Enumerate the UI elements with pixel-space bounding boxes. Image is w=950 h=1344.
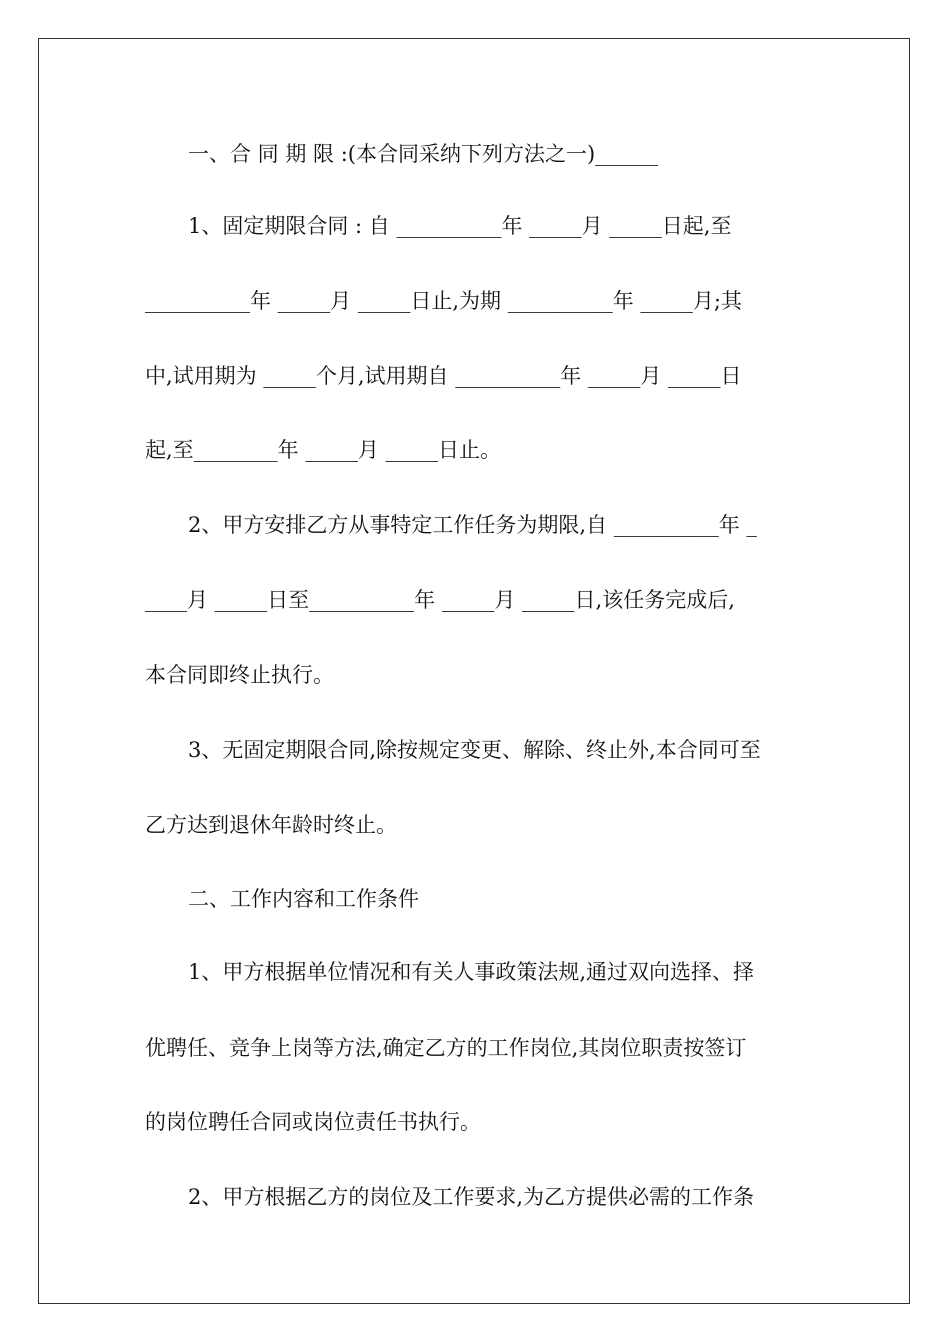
- paragraph-line: 2、甲方根据乙方的岗位及工作要求,为乙方提供必需的工作条: [188, 1185, 755, 1209]
- paragraph-line: 本合同即终止执行。: [145, 663, 334, 687]
- paragraph-line: 1、甲方根据单位情况和有关人事政策法规,通过双向选择、择: [188, 960, 755, 984]
- paragraph-line: 2、甲方安排乙方从事特定工作任务为期限,自 __________年 _: [188, 513, 757, 537]
- section-heading-work-content: 二、工作内容和工作条件: [188, 887, 419, 911]
- paragraph-line: 1、固定期限合同 : 自 __________年 _____月 _____日起,至: [188, 214, 732, 238]
- paragraph-line: 的岗位聘任合同或岗位责任书执行。: [145, 1110, 481, 1134]
- section-heading-contract-term: 一、合 同 期 限 :(本合同采纳下列方法之一)______: [188, 142, 659, 166]
- paragraph-line: 中,试用期为 _____个月,试用期自 __________年 _____月 _____日: [145, 364, 742, 388]
- paragraph-line: 乙方达到退休年龄时终止。: [145, 813, 397, 837]
- paragraph-line: ____月 _____日至__________年 _____月 _____日,该任务完成后,: [145, 588, 735, 612]
- paragraph-line: 起,至________年 _____月 _____日止。: [145, 438, 502, 462]
- paragraph-line: 3、无固定期限合同,除按规定变更、解除、终止外,本合同可至: [188, 738, 761, 762]
- paragraph-line: __________年 _____月 _____日止,为期 __________年 _____月;其: [145, 289, 742, 313]
- paragraph-line: 优聘任、竞争上岗等方法,确定乙方的工作岗位,其岗位职责按签订: [145, 1036, 747, 1060]
